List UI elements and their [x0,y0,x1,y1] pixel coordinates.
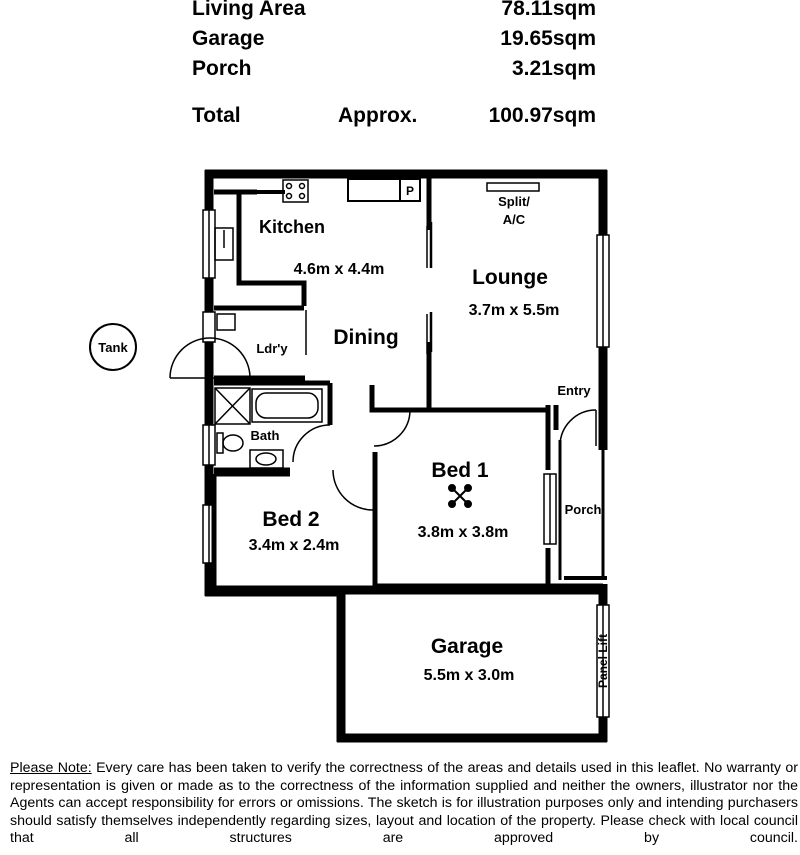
split-ac-label-1: Split/ [498,194,530,209]
bed2-label: Bed 2 [262,508,320,531]
total-approx-label: Approx. [338,104,418,127]
entry-label: Entry [557,383,591,398]
garage-area-value: 19.65sqm [500,27,596,50]
bed1-label: Bed 1 [431,459,489,482]
porch-area-label: Porch [192,57,252,80]
note-body: Every care has been taken to verify the correctness of the areas and details used in this leaflet. No warranty or representation is given or made as to the correctness of the information supplied and neither the owners, illustrator nor the Agents can accept responsibility for errors or omissions. The sketch is for illustration purposes only and intending purchasers should satisfy themselves independently regarding sizes, layout and location of the property. Please check with local council that all structures are approved by council. [10,760,798,846]
floor-plan [0,160,800,750]
porch-label: Porch [564,502,602,517]
bed2-dims: 3.4m x 2.4m [248,537,340,554]
living-area-value: 78.11sqm [501,0,596,20]
porch-area-value: 3.21sqm [511,57,596,80]
cooktop-icon [283,180,308,202]
lounge-label: Lounge [472,266,548,289]
garage-dims: 5.5m x 3.0m [423,667,515,684]
bed1-dims: 3.8m x 3.8m [417,524,509,541]
toilet-icon [217,433,243,453]
note-heading: Please Note: [10,760,92,776]
panel-lift-label: Panel Lift [596,633,610,689]
pantry-p-label: P [405,184,415,198]
total-area-value: 100.97sqm [488,104,596,127]
total-area-label: Total [192,104,241,127]
area-row-total [192,104,596,130]
area-row-living [192,0,596,23]
area-row-porch [192,57,596,83]
split-ac-unit-icon [487,183,539,191]
lounge-dims: 3.7m x 5.5m [468,302,560,319]
bath-label: Bath [250,428,280,443]
garage-area-label: Garage [192,27,265,50]
dining-label: Dining [333,326,399,349]
ceiling-fan-icon [449,485,471,507]
garage-label: Garage [430,635,504,658]
area-row-garage [192,27,596,53]
laundry-label: Ldr'y [256,341,288,356]
laundry-trough-icon [217,314,235,330]
living-area-label: Living Area [192,0,306,20]
kitchen-dims: 4.6m x 4.4m [293,261,385,278]
disclaimer-note [10,760,798,848]
kitchen-label: Kitchen [258,217,326,237]
split-ac-label-2: A/C [502,212,526,227]
tank-label: Tank [98,340,128,355]
